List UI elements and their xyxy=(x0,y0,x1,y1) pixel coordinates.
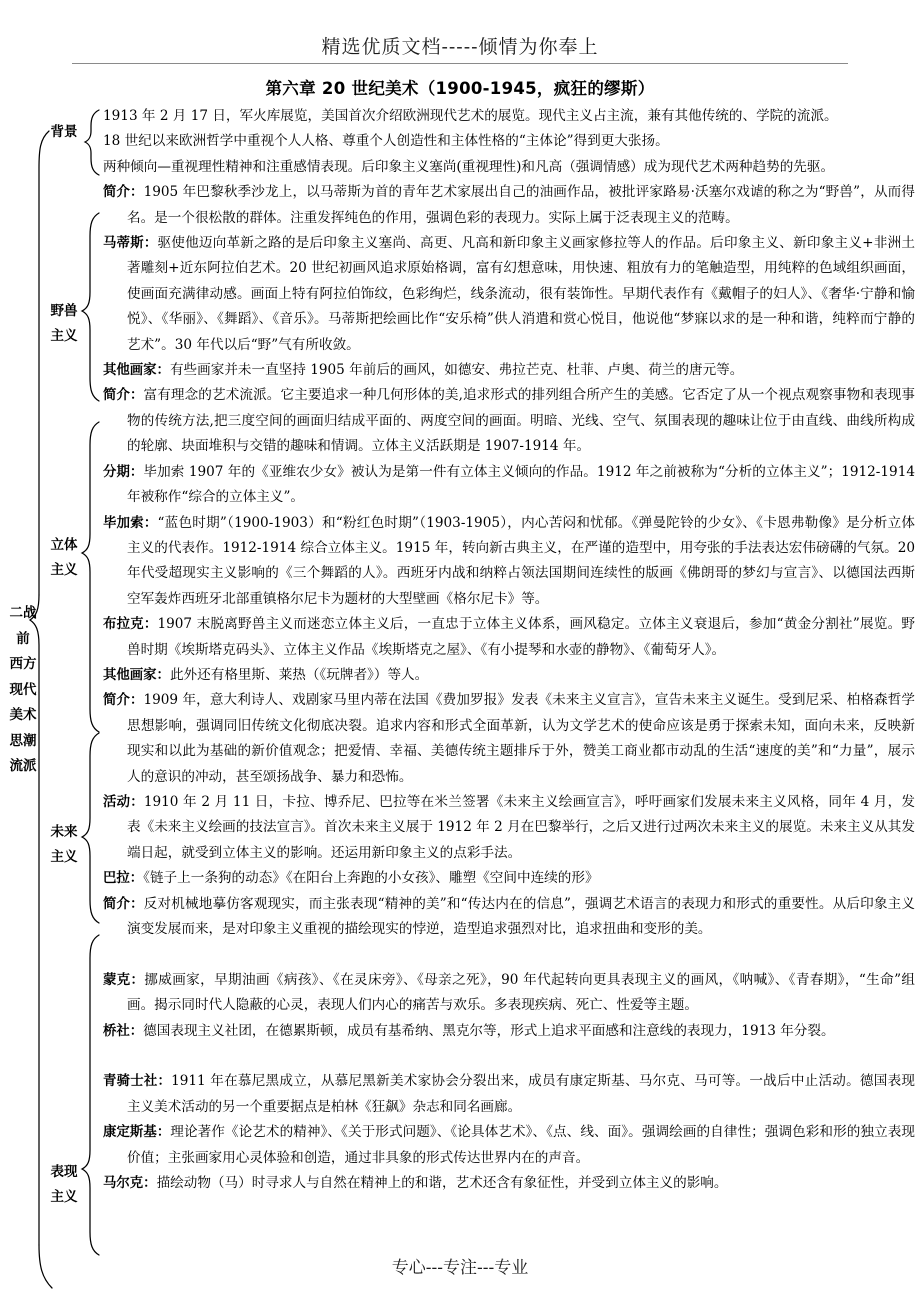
category-label-futurism xyxy=(44,820,84,870)
paragraph-text: 两种倾向—重视理性精神和注重感情表现。后印象主义塞尚(重视理性)和凡高（强调情感）成为现代艺术两种趋势的先驱。 xyxy=(103,158,835,175)
paragraph-text: 1905 年巴黎秋季沙龙上，以马蒂斯为首的青年艺术家展出自己的油画作品，被批评家路易·沃塞尔戏谑的称之为“野兽”，从而得名。是一个很松散的群体。注重发挥纯色的作用，强调色彩的表现力。实际上属于泛表现主义的范畴。 xyxy=(127,184,915,226)
paragraph-text: 德国表现主义社团，在德累斯顿，成员有基希纳、黑克尔等，形式上追求平面感和注意线的表现力，1913 年分裂。 xyxy=(143,1022,835,1039)
outer-brace-top-curl xyxy=(39,131,49,595)
paragraph-text: 富有理念的艺术流派。它主要追求一种几何形体的美,追求形式的排列组合所产生的美感。它否定了从一个视点观察事物和表现事物的传统方法,把三度空间的画面归结成平面的、两度空间的画面。明暗、光线、空气、氛围表现的趣味让位于由直线、曲线所构成的轮廓、块面堆积与交错的趣味和情调。立体主义活跃期是 1907-1914 年。 xyxy=(127,387,915,455)
header-watermark: 精选优质文档-----倾情为你奉上 xyxy=(321,36,599,58)
paragraph-label: 桥社： xyxy=(103,1023,144,1039)
category-label-line: 主义 xyxy=(50,1189,78,1205)
paragraph-text: 《链子上一条狗的动态》《在阳台上奔跑的小女孩》、雕塑《空间中连续的形》 xyxy=(143,870,599,887)
paragraph-text: 1911 年在慕尼黑成立，从慕尼黑新美术家协会分裂出来，成员有康定斯基、马尔克、马可等。一战后中止活动。德国表现主义美术活动的另一个重要据点是柏林《狂飙》杂志和同名画廊。 xyxy=(127,1073,915,1115)
paragraph xyxy=(103,892,915,943)
paragraph xyxy=(103,155,915,180)
paragraph xyxy=(103,180,915,231)
paragraph xyxy=(103,866,915,891)
paragraph xyxy=(103,460,915,511)
category-label-cubism xyxy=(44,533,84,583)
category-label-line: 立体 xyxy=(50,537,78,553)
paragraph-text: 1910 年 2 月 11 日，卡拉、博乔尼、巴拉等在米兰签署《未来主义绘画宣言》，呼吁画家们发展未来主义风格，同年 4 月，发表《未来主义绘画的技法宣言》。首次未来主义展于 1912 年 2 月在巴黎举行，之后又进行过两次未来主义的展览。未来主义从其发端日起，就受到立体主义的影响。还运用新印象主义的点彩手法。 xyxy=(127,793,916,861)
paragraph-label: 巴拉： xyxy=(103,871,144,887)
paragraph-label: 简介： xyxy=(103,388,144,404)
outer-label-line: 前 xyxy=(16,630,30,647)
outer-label-line: 思潮 xyxy=(9,732,37,749)
paragraph-text: 1913 年 2 月 17 日，军火库展览，美国首次介绍欧洲现代艺术的展览。现代主义占主流，兼有其他传统的、学院的流派。 xyxy=(103,108,838,124)
paragraph xyxy=(103,1019,915,1044)
paragraph-label: 马尔克： xyxy=(103,1176,157,1192)
category-label-line: 野兽 xyxy=(50,303,78,319)
paragraph xyxy=(103,1120,915,1171)
page-title: 第六章 20 世纪美术（1900-1945，疯狂的缪斯） xyxy=(265,79,655,98)
paragraph xyxy=(103,129,915,154)
paragraph-label: 活动： xyxy=(103,794,144,810)
category-label-line: 未来 xyxy=(50,824,78,840)
paragraph-label: 毕加索： xyxy=(103,515,158,531)
paragraph xyxy=(103,1069,915,1120)
paragraph-text: 此外还有格里斯、莱热（《玩牌者》）等人。 xyxy=(169,666,429,683)
paragraph-text: 1909 年，意大利诗人、戏剧家马里内蒂在法国《费加罗报》发表《未来主义宣言》，宣告未来主义诞生。受到尼采、柏格森哲学思想影响，强调同旧传统文化彻底决裂。追求内容和形式全面革新，认为文学艺术的使命应该是勇于探索未知，面向未来，反映新现实和以此为基础的新价值观念；把爱情、幸福、美德传统主题排斥于外，赞美工商业都市动乱的生活“速度的美”和“力量”，展示人的意识的冲动，甚至颂扬战争、暴力和恐怖。 xyxy=(127,692,915,785)
paragraph xyxy=(103,688,915,790)
outer-label-line: 西方 xyxy=(9,656,37,672)
category-label-line: 主义 xyxy=(50,328,78,344)
paragraph-text: 毕加索 1907 年的《亚维农少女》被认为是第一件有立体主义倾向的作品。1912 年之前被称为“分析的立体主义”；1912-1914 年被称作“综合的立体主义”。 xyxy=(127,463,915,506)
paragraph xyxy=(103,104,915,129)
paragraph-label: 蒙克： xyxy=(103,972,145,988)
footer-watermark: 专心---专注---专业 xyxy=(391,1258,529,1278)
category-label-expressionism xyxy=(44,1160,84,1210)
paragraph-text: 描绘动物（马）时寻求人与自然在精神上的和谐，艺术还含有象征性，并受到立体主义的影响。 xyxy=(156,1175,728,1192)
paragraph-text: 理论著作《论艺术的精神》、《关于形式问题》、《论具体艺术》、《点、线、面》。强调绘画的自律性；强调色彩和形的独立表现价值；主张画家用心灵体验和创造，通过非具象的形式传达世界内在的声音。 xyxy=(127,1124,915,1166)
brace-expressionism xyxy=(82,935,99,1255)
paragraph-text: 挪威画家，早期油画《病孩》、《在灵床旁》、《母亲之死》，90 年代起转向更具表现主义的画风，《呐喊》、《青春期》，“生命”组画。揭示同时代人隐蔽的心灵，表现人们内心的痛苦与欢乐。多表现疾病、死亡、性爱等主题。 xyxy=(127,971,915,1014)
paragraph-label: 分期： xyxy=(103,464,144,480)
outer-brace-label xyxy=(6,601,40,780)
brace-cubism xyxy=(82,422,99,732)
outer-label-line: 美术 xyxy=(9,707,37,723)
brace-futurism xyxy=(82,733,99,923)
outer-label-line: 流派 xyxy=(9,758,37,774)
category-label-line: 主义 xyxy=(50,849,78,865)
paragraph xyxy=(103,1171,915,1196)
paragraph-text: 驱使他迈向革新之路的是后印象主义塞尚、高更、凡高和新印象主义画家修拉等人的作品。后印象主义、新印象主义+非洲土著雕刻+近东阿拉伯艺术。20 世纪初画风追求原始格调，富有幻想意味，用快速、粗放有力的笔触造型，用纯粹的色域组织画面，使画面充满律动感。画面上特有阿拉伯饰纹，色彩绚烂，线条流动，很有装饰性。早期代表作有《戴帽子的妇人》、《奢华·宁静和愉悦》、《华丽》、《舞蹈》、《音乐》。马蒂斯把绘画比作“安乐椅”供人消遣和赏心悦目，他说他“梦寐以求的是一种和谐，纯粹而宁静的艺术”。30 年代以后“野”气有所收敛。 xyxy=(127,235,916,353)
outer-label-line: 现代 xyxy=(9,681,37,698)
paragraph-text: 1907 末脱离野兽主义而迷恋立体主义后，一直忠于立体主义体系，画风稳定。立体主义衰退后，参加“黄金分割社”展览。野兽时期《埃斯塔克码头》、立体主义作品《埃斯塔克之屋》、《有小提琴和水壶的静物》、《葡萄牙人》。 xyxy=(127,616,916,658)
paragraph-label: 简介： xyxy=(103,896,144,912)
paragraph xyxy=(103,231,915,358)
paragraph-label: 马蒂斯： xyxy=(103,236,158,252)
category-label-line: 背景 xyxy=(50,124,78,140)
paragraph-text: “蓝色时期”（1900-1903）和“粉红色时期”（1903-1905），内心苦闷和忧郁。《弹曼陀铃的少女》、《卡恩弗勒像》是分析立体主义的代表作。1912-1914 综合立体主义。1915 年，转向新古典主义，在严谨的造型中，用夸张的手法表达宏伟磅礴的气氛。20 年代受超现实主义影响的《三个舞蹈的人》。西班牙内战和纳粹占领法国期间连续性的版画《佛朗哥的梦幻与宣言》、以德国法西斯空军轰炸西班牙北部重镇格尔尼卡为题材的大型壁画《格尔尼卡》等。 xyxy=(127,514,916,607)
paragraph-text: 18 世纪以来欧洲哲学中重视个人人格、尊重个人创造性和主体性格的“主体论”得到更大张扬。 xyxy=(103,133,669,150)
category-label-background xyxy=(44,120,84,145)
paragraph-text: 反对机械地摹仿客观现实，而主张表现“精神的美”和“传达内在的信息”，强调艺术语言的表现力和形式的重要性。从后印象主义演变发展而来，是对印象主义重视的描绘现实的悖逆，造型追求强烈对比，追求扭曲和变形的美。 xyxy=(127,895,915,937)
category-label-line: 表现 xyxy=(50,1164,78,1180)
outer-label-line: 二战 xyxy=(9,605,37,621)
paragraph-text: 有些画家并未一直坚持 1905 年前后的画风，如德安、弗拉芒克、杜菲、卢奥、荷兰的唐元等。 xyxy=(169,362,744,379)
paragraph-label: 青骑士社： xyxy=(103,1074,172,1090)
brace-background xyxy=(85,110,99,175)
paragraph xyxy=(103,511,915,613)
paragraph-label: 其他画家： xyxy=(103,363,170,379)
body-text-column xyxy=(103,104,915,1196)
paragraph xyxy=(103,358,915,383)
brace-fauvism xyxy=(82,213,99,401)
paragraph-label: 简介： xyxy=(103,693,144,709)
paragraph-label: 其他画家： xyxy=(103,667,170,683)
header-rule xyxy=(72,63,848,64)
category-label-line: 主义 xyxy=(50,562,78,578)
paragraph xyxy=(103,383,915,459)
paragraph xyxy=(103,663,915,688)
paragraph xyxy=(103,968,915,1019)
paragraph-label: 布拉克： xyxy=(103,617,158,633)
paragraph-label: 简介： xyxy=(103,185,144,201)
paragraph xyxy=(103,612,915,663)
category-label-fauvism xyxy=(44,299,84,349)
paragraph-label: 康定斯基： xyxy=(103,1125,171,1141)
paragraph xyxy=(103,790,915,866)
